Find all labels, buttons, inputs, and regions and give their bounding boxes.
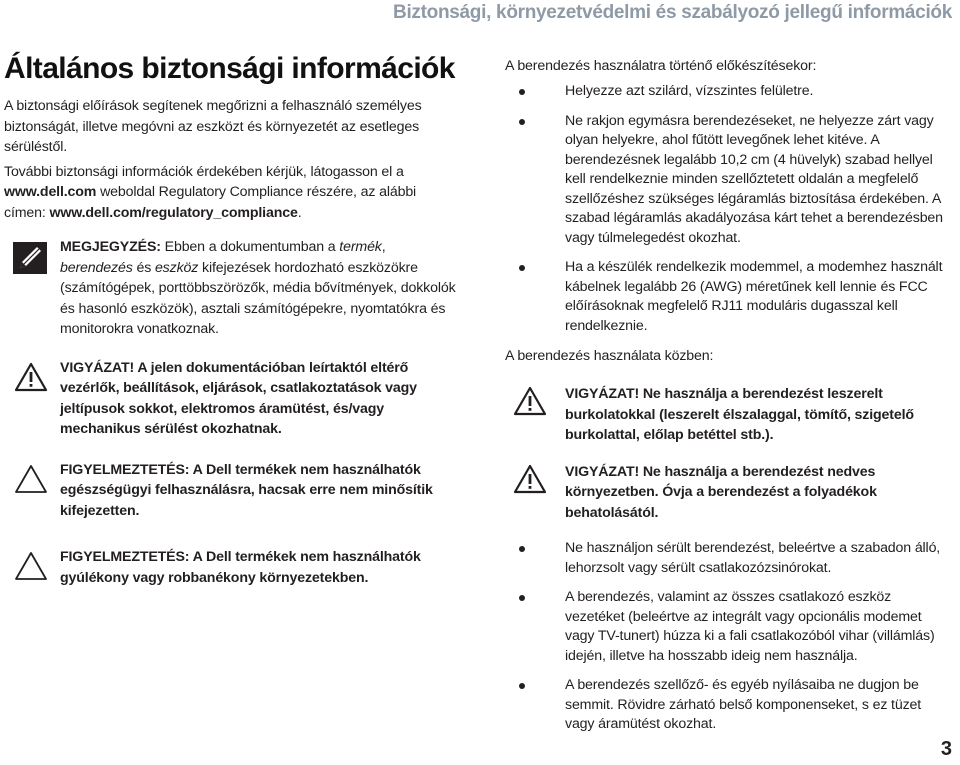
bullet-icon [519,119,525,125]
list-item: A berendezés szellőző- és egyéb nyílásaiba ne dugjon be semmit. Rövidre zárható belső komponenseket, s ez tüzet vagy áramütést okozhat. [505,676,950,735]
list-item: Ha a készülék rendelkezik modemmel, a modemhez használt kábelnek legalább 26 (AWG) méretűnek kell lennie és FCC előírásoknak megfelelő RJ11 moduláris dugasszal kell rendelkeznie. [505,258,950,336]
visit-paragraph: További biztonsági információk érdekében kérjük, látogasson el a www.dell.com weboldal Regulatory Compliance részére, az alábbi címen: www.dell.com/regulatory_compliance. [4,163,417,221]
note-pencil-icon [12,241,48,275]
list-item: A berendezés, valamint az összes csatlakozó eszköz vezetéket (beleértve az integrált vagy opcionális modemet vagy TV-tunert) húzza ki a fali csatlakozóból vihar (villámlás) idején, illetve ha hosszabb ideig nem használja. [505,588,950,666]
caution-exclamation-icon [513,386,547,416]
bullet-icon [519,683,525,689]
regulatory-url-link[interactable]: www.dell.com/regulatory_compliance [49,204,298,221]
page-title: Általános biztonsági információk [4,52,455,85]
caution-block-right-2 [505,462,950,524]
bullet-icon [519,546,525,552]
note-label: MEGJEGYZÉS: [60,239,161,255]
use-heading: A berendezés használata közben: [505,348,714,364]
prep-heading: A berendezés használatra történő előkészítésekor: [505,58,817,74]
caution-text-right-2: VIGYÁZAT! Ne használja a berendezést nedves környezetben. Óvja a berendezést a folyadékok behatolásától. [565,463,877,521]
right-column [505,56,950,745]
caution-exclamation-icon [513,464,547,494]
left-column [4,52,456,588]
warning-triangle-icon [14,464,48,494]
list-item: Helyezze azt szilárd, vízszintes felületre. [505,82,950,102]
caution-exclamation-icon [14,362,48,392]
warning-text-1: FIGYELMEZTETÉS: A Dell termékek nem használhatók egészségügyi felhasználásra, hacsak erre nem minősítik kifejezetten. [60,461,433,519]
warning-block-2 [4,547,456,588]
bullet-icon [519,595,525,601]
caution-block [4,358,456,440]
caution-text-right-1: VIGYÁZAT! Ne használja a berendezést leszerelt burkolatokkal (leszerelt élszalaggal, tömítő, szigetelő burkolattal, előlap betéttel stb.). [565,386,914,443]
prep-list [505,82,950,336]
intro-paragraph: A biztonsági előírások segítenek megőrizni a felhasználó személyes biztonságát, illetve megóvni az eszközt és környezetét az esetleges sérüléstől. [4,98,422,155]
warning-text-2: FIGYELMEZTETÉS: A Dell termékek nem használhatók gyúlékony vagy robbanékony környezetekben. [60,549,421,586]
list-item: Ne rakjon egymásra berendezéseket, ne helyezze zárt vagy olyan helyekre, ahol fűtött levegőnek lehet kitéve. A berendezésnek legalább 10,2 cm (4 hüvelyk) szabad hellyel kell rendelkeznie minden szellőztetett oldalán a megfelelő szellőzéshez szükséges légáramlás biztosítása érdekében. A szabad légáramlás akadályozása kárt tehet a berendezésben vagy túlmelegedést okozhat. [505,112,950,249]
running-header: Biztonsági, környezetvédelmi és szabályozó jellegű információk [393,2,952,23]
bullet-icon [519,89,525,95]
use-list [505,539,950,735]
note-block: MEGJEGYZÉS: Ebben a dokumentumban a termék, berendezés és eszköz kifejezések hordozható eszközökre (számítógépek, porttöbbszörözők, média bővítmények, dokkolók és hasonló eszközök), asztali számítógépekre, nyomtatókra és monitorokra vonatkoznak. [4,237,456,340]
dell-site-link[interactable]: www.dell.com [4,184,97,200]
bullet-icon [519,265,525,271]
caution-text: VIGYÁZAT! A jelen dokumentációban leírtaktól eltérő vezérlők, beállítások, eljárások, csatlakoztatások vagy jeltípusok sokkot, elektromos áramütést, és/vagy mechanikus sérülést okozhatnak. [60,359,417,437]
page-number: 3 [940,738,952,760]
list-item: Ne használjon sérült berendezést, beleértve a szabadon álló, lehorzsolt vagy sérült csatlakozózsinórokat. [505,539,950,578]
warning-block-1 [4,460,456,522]
warning-triangle-icon [14,551,48,581]
caution-block-right-1 [505,384,950,446]
